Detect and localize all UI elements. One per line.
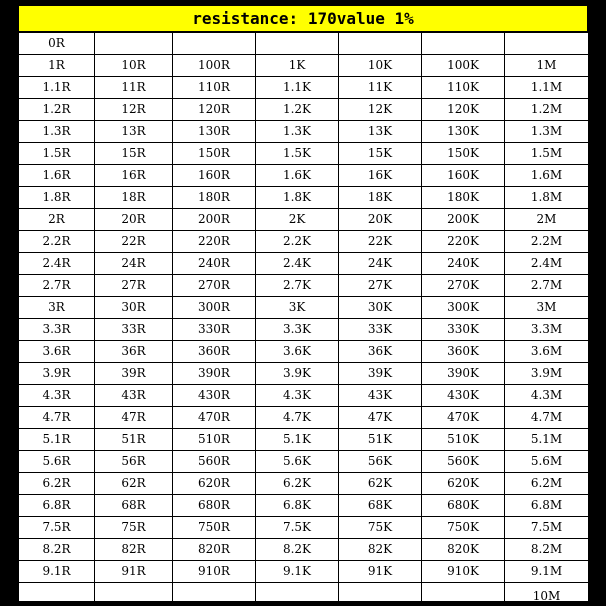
resistance-value-cell: 6.2R — [19, 473, 95, 495]
table-row — [19, 385, 589, 407]
resistance-value-cell: 1.3K — [256, 121, 339, 143]
resistance-value-cell: 3.6K — [256, 341, 339, 363]
resistance-value-cell: 5.6M — [505, 451, 589, 473]
empty-cell — [95, 583, 173, 604]
resistance-value-cell: 750R — [173, 517, 256, 539]
resistance-value-cell: 9.1K — [256, 561, 339, 583]
resistance-value-cell: 510K — [422, 429, 505, 451]
resistance-value-cell: 270R — [173, 275, 256, 297]
resistance-values-table — [18, 32, 589, 604]
resistance-value-cell: 330R — [173, 319, 256, 341]
empty-cell — [173, 583, 256, 604]
resistance-value-cell: 5.1K — [256, 429, 339, 451]
resistance-value-cell: 75R — [95, 517, 173, 539]
resistance-value-cell: 100K — [422, 55, 505, 77]
resistance-value-cell: 560K — [422, 451, 505, 473]
resistance-value-cell: 1.1K — [256, 77, 339, 99]
resistance-value-cell: 13K — [339, 121, 422, 143]
resistance-value-cell: 1K — [256, 55, 339, 77]
resistance-value-cell: 56K — [339, 451, 422, 473]
resistance-value-cell: 1.5R — [19, 143, 95, 165]
resistance-value-cell: 2.2R — [19, 231, 95, 253]
resistance-value-cell: 1.6K — [256, 165, 339, 187]
table-row — [19, 121, 589, 143]
empty-cell — [339, 583, 422, 604]
resistance-value-cell: 820K — [422, 539, 505, 561]
resistance-value-cell: 390K — [422, 363, 505, 385]
resistance-value-cell: 1R — [19, 55, 95, 77]
resistance-value-cell: 130R — [173, 121, 256, 143]
resistance-value-cell: 47K — [339, 407, 422, 429]
resistance-value-cell: 27K — [339, 275, 422, 297]
resistance-value-cell: 1.2M — [505, 99, 589, 121]
resistance-value-cell: 62R — [95, 473, 173, 495]
resistance-value-cell: 180K — [422, 187, 505, 209]
resistance-value-cell: 3.3R — [19, 319, 95, 341]
resistance-value-cell: 91K — [339, 561, 422, 583]
resistance-value-cell: 820R — [173, 539, 256, 561]
resistance-value-cell: 11R — [95, 77, 173, 99]
resistance-value-cell: 680R — [173, 495, 256, 517]
resistance-value-cell: 1.8M — [505, 187, 589, 209]
resistance-value-cell: 5.6R — [19, 451, 95, 473]
resistance-value-cell: 91R — [95, 561, 173, 583]
resistance-value-cell: 9.1M — [505, 561, 589, 583]
resistance-value-cell: 470R — [173, 407, 256, 429]
resistance-value-cell: 2.7R — [19, 275, 95, 297]
empty-cell — [173, 33, 256, 55]
resistance-value-cell: 0R — [19, 33, 95, 55]
resistance-value-cell: 2.2M — [505, 231, 589, 253]
table-row — [19, 473, 589, 495]
resistance-value-cell: 240R — [173, 253, 256, 275]
resistance-value-cell: 4.3K — [256, 385, 339, 407]
resistance-value-cell: 75K — [339, 517, 422, 539]
empty-cell — [422, 583, 505, 604]
resistance-value-cell: 22R — [95, 231, 173, 253]
resistance-value-cell: 110K — [422, 77, 505, 99]
resistance-value-cell: 15K — [339, 143, 422, 165]
resistance-value-cell: 100R — [173, 55, 256, 77]
resistance-value-cell: 4.3R — [19, 385, 95, 407]
resistance-value-cell: 470K — [422, 407, 505, 429]
resistance-value-cell: 47R — [95, 407, 173, 429]
table-row — [19, 319, 589, 341]
resistance-value-cell: 5.1R — [19, 429, 95, 451]
resistance-value-cell: 2K — [256, 209, 339, 231]
table-row — [19, 231, 589, 253]
resistance-value-cell: 270K — [422, 275, 505, 297]
empty-cell — [256, 33, 339, 55]
resistance-value-cell: 180R — [173, 187, 256, 209]
resistance-value-cell: 6.8R — [19, 495, 95, 517]
resistance-value-cell: 16R — [95, 165, 173, 187]
resistance-value-cell: 4.7K — [256, 407, 339, 429]
resistance-value-cell: 430R — [173, 385, 256, 407]
resistance-value-cell: 430K — [422, 385, 505, 407]
empty-cell — [256, 583, 339, 604]
resistance-value-cell: 1.2K — [256, 99, 339, 121]
resistance-value-cell: 33K — [339, 319, 422, 341]
resistance-value-cell: 36R — [95, 341, 173, 363]
resistance-value-cell: 82R — [95, 539, 173, 561]
resistance-value-cell: 33R — [95, 319, 173, 341]
resistance-value-cell: 510R — [173, 429, 256, 451]
resistance-value-cell: 6.2K — [256, 473, 339, 495]
resistance-value-cell: 6.2M — [505, 473, 589, 495]
resistance-value-cell: 620K — [422, 473, 505, 495]
resistance-value-cell: 10R — [95, 55, 173, 77]
table-row — [19, 33, 589, 55]
resistance-value-cell: 18R — [95, 187, 173, 209]
resistance-value-cell: 2M — [505, 209, 589, 231]
resistance-value-cell: 1.5M — [505, 143, 589, 165]
resistance-value-cell: 27R — [95, 275, 173, 297]
resistance-value-cell: 4.3M — [505, 385, 589, 407]
resistance-value-cell: 20K — [339, 209, 422, 231]
resistance-value-cell: 68R — [95, 495, 173, 517]
resistance-value-cell: 7.5R — [19, 517, 95, 539]
resistance-value-cell: 3.3M — [505, 319, 589, 341]
resistance-value-cell: 1M — [505, 55, 589, 77]
empty-cell — [505, 33, 589, 55]
resistance-value-cell: 7.5K — [256, 517, 339, 539]
resistance-value-cell: 1.3M — [505, 121, 589, 143]
resistance-value-cell: 3.9R — [19, 363, 95, 385]
resistance-value-cell: 56R — [95, 451, 173, 473]
table-row — [19, 187, 589, 209]
resistance-value-cell: 120R — [173, 99, 256, 121]
resistance-value-cell: 2.7M — [505, 275, 589, 297]
table-row — [19, 209, 589, 231]
resistance-value-cell: 240K — [422, 253, 505, 275]
resistance-table-sheet — [18, 5, 588, 601]
table-row — [19, 253, 589, 275]
resistance-value-cell: 62K — [339, 473, 422, 495]
resistance-value-cell: 750K — [422, 517, 505, 539]
resistance-value-cell: 1.5K — [256, 143, 339, 165]
resistance-value-cell: 130K — [422, 121, 505, 143]
resistance-value-cell: 360K — [422, 341, 505, 363]
resistance-value-cell: 10M — [505, 583, 589, 604]
resistance-value-cell: 910R — [173, 561, 256, 583]
resistance-value-cell: 3.6R — [19, 341, 95, 363]
resistance-value-cell: 110R — [173, 77, 256, 99]
resistance-value-cell: 390R — [173, 363, 256, 385]
resistance-value-cell: 3.3K — [256, 319, 339, 341]
resistance-value-cell: 6.8K — [256, 495, 339, 517]
resistance-value-cell: 3.9M — [505, 363, 589, 385]
resistance-value-cell: 360R — [173, 341, 256, 363]
resistance-value-cell: 5.6K — [256, 451, 339, 473]
table-row — [19, 77, 589, 99]
resistance-value-cell: 2.7K — [256, 275, 339, 297]
resistance-value-cell: 2.2K — [256, 231, 339, 253]
table-row — [19, 55, 589, 77]
resistance-value-cell: 51K — [339, 429, 422, 451]
resistance-value-cell: 1.8R — [19, 187, 95, 209]
resistance-value-cell: 16K — [339, 165, 422, 187]
resistance-value-cell: 680K — [422, 495, 505, 517]
empty-cell — [19, 583, 95, 604]
resistance-value-cell: 3R — [19, 297, 95, 319]
resistance-value-cell: 220K — [422, 231, 505, 253]
resistance-value-cell: 1.6R — [19, 165, 95, 187]
resistance-value-cell: 1.1M — [505, 77, 589, 99]
resistance-value-cell: 3M — [505, 297, 589, 319]
resistance-value-cell: 10K — [339, 55, 422, 77]
resistance-value-cell: 300R — [173, 297, 256, 319]
resistance-value-cell: 13R — [95, 121, 173, 143]
resistance-value-cell: 1.1R — [19, 77, 95, 99]
resistance-value-cell: 6.8M — [505, 495, 589, 517]
table-row — [19, 539, 589, 561]
resistance-value-cell: 2.4R — [19, 253, 95, 275]
resistance-value-cell: 8.2R — [19, 539, 95, 561]
empty-cell — [339, 33, 422, 55]
table-row — [19, 407, 589, 429]
resistance-value-cell: 150R — [173, 143, 256, 165]
resistance-value-cell: 3.6M — [505, 341, 589, 363]
resistance-value-cell: 620R — [173, 473, 256, 495]
table-row — [19, 341, 589, 363]
resistance-value-cell: 8.2M — [505, 539, 589, 561]
table-row — [19, 561, 589, 583]
table-row — [19, 275, 589, 297]
table-body — [19, 33, 589, 604]
resistance-value-cell: 68K — [339, 495, 422, 517]
table-title: resistance: 170value 1% — [18, 5, 588, 32]
resistance-value-cell: 160K — [422, 165, 505, 187]
resistance-value-cell: 51R — [95, 429, 173, 451]
empty-cell — [422, 33, 505, 55]
resistance-value-cell: 30K — [339, 297, 422, 319]
resistance-value-cell: 82K — [339, 539, 422, 561]
resistance-value-cell: 11K — [339, 77, 422, 99]
table-row — [19, 429, 589, 451]
resistance-value-cell: 20R — [95, 209, 173, 231]
table-row — [19, 517, 589, 539]
resistance-value-cell: 2.4M — [505, 253, 589, 275]
resistance-value-cell: 1.8K — [256, 187, 339, 209]
resistance-value-cell: 12K — [339, 99, 422, 121]
table-row — [19, 583, 589, 604]
resistance-value-cell: 910K — [422, 561, 505, 583]
resistance-value-cell: 220R — [173, 231, 256, 253]
resistance-value-cell: 24K — [339, 253, 422, 275]
resistance-value-cell: 18K — [339, 187, 422, 209]
resistance-value-cell: 1.2R — [19, 99, 95, 121]
resistance-value-cell: 150K — [422, 143, 505, 165]
resistance-value-cell: 330K — [422, 319, 505, 341]
resistance-value-cell: 1.3R — [19, 121, 95, 143]
table-row — [19, 143, 589, 165]
resistance-value-cell: 12R — [95, 99, 173, 121]
table-row — [19, 451, 589, 473]
resistance-value-cell: 22K — [339, 231, 422, 253]
resistance-value-cell: 7.5M — [505, 517, 589, 539]
resistance-value-cell: 120K — [422, 99, 505, 121]
resistance-value-cell: 3K — [256, 297, 339, 319]
resistance-value-cell: 300K — [422, 297, 505, 319]
resistance-value-cell: 15R — [95, 143, 173, 165]
table-row — [19, 495, 589, 517]
resistance-value-cell: 1.6M — [505, 165, 589, 187]
resistance-value-cell: 200K — [422, 209, 505, 231]
resistance-value-cell: 4.7R — [19, 407, 95, 429]
resistance-value-cell: 24R — [95, 253, 173, 275]
resistance-value-cell: 36K — [339, 341, 422, 363]
table-row — [19, 99, 589, 121]
resistance-value-cell: 39K — [339, 363, 422, 385]
resistance-value-cell: 3.9K — [256, 363, 339, 385]
table-row — [19, 297, 589, 319]
resistance-value-cell: 8.2K — [256, 539, 339, 561]
resistance-value-cell: 39R — [95, 363, 173, 385]
table-row — [19, 363, 589, 385]
table-row — [19, 165, 589, 187]
resistance-value-cell: 560R — [173, 451, 256, 473]
resistance-value-cell: 9.1R — [19, 561, 95, 583]
resistance-value-cell: 2R — [19, 209, 95, 231]
empty-cell — [95, 33, 173, 55]
resistance-value-cell: 5.1M — [505, 429, 589, 451]
resistance-value-cell: 30R — [95, 297, 173, 319]
resistance-value-cell: 4.7M — [505, 407, 589, 429]
resistance-value-cell: 160R — [173, 165, 256, 187]
resistance-value-cell: 43R — [95, 385, 173, 407]
resistance-value-cell: 43K — [339, 385, 422, 407]
resistance-value-cell: 200R — [173, 209, 256, 231]
resistance-value-cell: 2.4K — [256, 253, 339, 275]
